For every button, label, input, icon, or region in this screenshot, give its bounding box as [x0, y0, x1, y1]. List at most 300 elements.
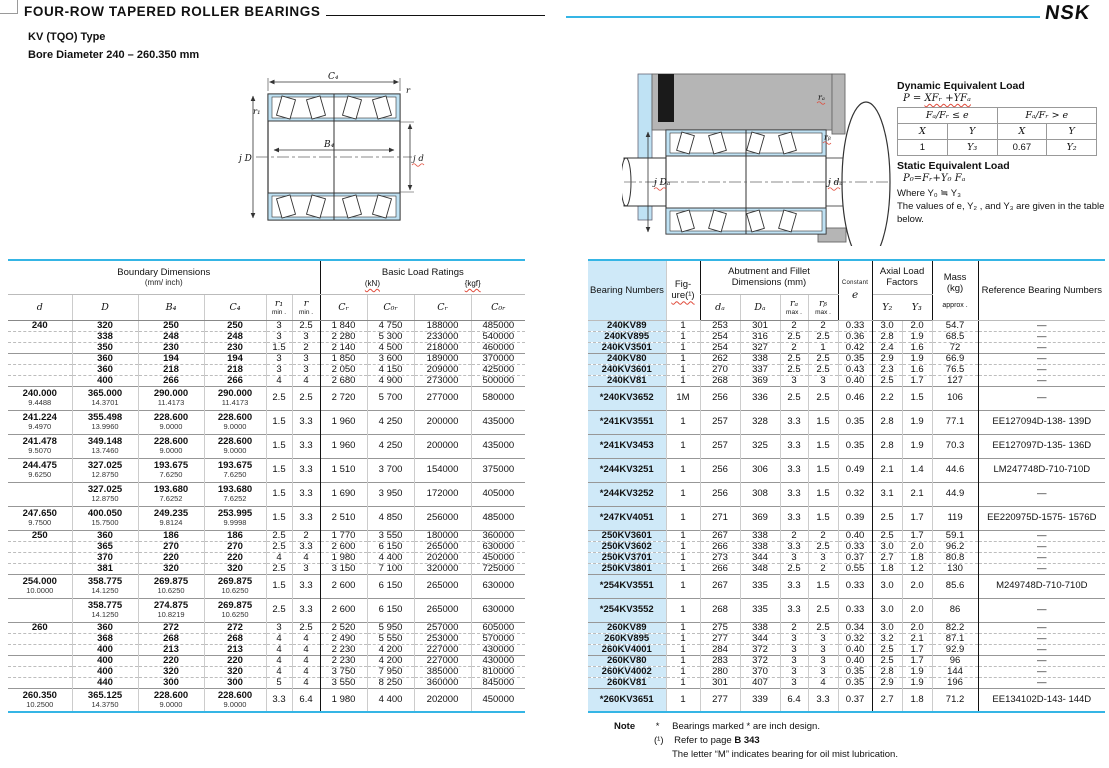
- table-cell: 4: [292, 666, 320, 677]
- table-cell: 5 300: [367, 331, 414, 342]
- table-cell: 254.000 10.0000: [8, 574, 72, 598]
- table-cell: 260KV81: [588, 677, 666, 688]
- table-cell: 2: [780, 530, 808, 541]
- table-cell: 1 980: [320, 552, 367, 563]
- table-cell: 2.5: [808, 622, 838, 633]
- table-cell: 213: [204, 644, 266, 655]
- table-cell: 605000: [471, 622, 525, 633]
- table-cell: 3.3: [292, 410, 320, 434]
- table-cell: 2.5: [780, 386, 808, 410]
- table-cell: M249748D-710-710D: [978, 574, 1105, 598]
- table-cell: 2: [292, 342, 320, 353]
- table-cell: —: [978, 633, 1105, 644]
- table-cell: 1 850: [320, 353, 367, 364]
- col-ra-max: rₐ max .: [780, 294, 808, 320]
- table-cell: 450000: [471, 688, 525, 712]
- note-page-ref: B 343: [734, 735, 760, 746]
- table-cell: 2.5: [808, 598, 838, 622]
- col-d: d: [8, 294, 72, 320]
- table-cell: 348: [740, 563, 780, 574]
- table-cell: 5 700: [367, 386, 414, 410]
- table-cell: 186: [138, 530, 204, 541]
- table-cell: 3.3: [808, 688, 838, 712]
- col-c0r-kgf: C₀ᵣ: [471, 294, 525, 320]
- table-cell: —: [978, 598, 1105, 622]
- table-cell: 2: [808, 563, 838, 574]
- table-cell: 0.35: [838, 677, 872, 688]
- table-cell: EE127094D-138- 139D: [978, 410, 1105, 434]
- table-cell: 3: [808, 552, 838, 563]
- table-cell: 360000: [471, 530, 525, 541]
- table-cell: *254KV3551: [588, 574, 666, 598]
- table-cell: —: [978, 530, 1105, 541]
- table-cell: 1: [666, 364, 700, 375]
- table-cell: 92.9: [932, 644, 978, 655]
- table-cell: 0.32: [838, 633, 872, 644]
- table-cell: 244.475 9.6250: [8, 458, 72, 482]
- dim-label-outer-diameter: j D: [239, 154, 252, 164]
- table-row: [588, 622, 1105, 633]
- table-cell: 240KV81: [588, 375, 666, 386]
- table-cell: 1: [666, 331, 700, 342]
- table-cell: 845000: [471, 677, 525, 688]
- table-cell: 1.5: [808, 458, 838, 482]
- table-cell: 2.5: [292, 386, 320, 410]
- table-row: [588, 506, 1105, 530]
- table-cell: 338: [740, 622, 780, 633]
- table-cell: 320: [138, 563, 204, 574]
- table-cell: 106: [932, 386, 978, 410]
- table-cell: 320: [204, 563, 266, 574]
- table-cell: 2.0: [902, 574, 932, 598]
- table-cell: 328: [740, 410, 780, 434]
- table-cell: 273000: [414, 375, 471, 386]
- table-cell: 460000: [471, 342, 525, 353]
- table-cell: 87.1: [932, 633, 978, 644]
- table-cell: —: [978, 482, 1105, 506]
- table-row: [588, 541, 1105, 552]
- table-cell: 270: [138, 541, 204, 552]
- table-cell: 370: [72, 552, 138, 563]
- table-row: [588, 410, 1105, 434]
- table-cell: [8, 666, 72, 677]
- table-cell: 2.9: [872, 677, 902, 688]
- table-cell: 266: [700, 563, 740, 574]
- table-cell: 400: [72, 666, 138, 677]
- table-row: [588, 677, 1105, 688]
- table-cell: 257: [700, 410, 740, 434]
- table-cell: 218000: [414, 342, 471, 353]
- table-cell: 1.6: [902, 364, 932, 375]
- table-cell: 3 700: [367, 458, 414, 482]
- table-cell: 2 720: [320, 386, 367, 410]
- table-cell: 277: [700, 633, 740, 644]
- table-cell: —: [978, 375, 1105, 386]
- table-cell: 630000: [471, 598, 525, 622]
- col-C4: C₄: [204, 294, 266, 320]
- table-cell: [8, 375, 72, 386]
- table-row: [588, 386, 1105, 410]
- table-cell: 3: [780, 677, 808, 688]
- table-cell: —: [978, 677, 1105, 688]
- table-cell: 370: [740, 666, 780, 677]
- table-cell: 1: [666, 375, 700, 386]
- table-row: [8, 574, 525, 598]
- dim-label-r: r: [406, 86, 411, 96]
- table-cell: 2.8: [872, 434, 902, 458]
- table-cell: 240.000 9.4488: [8, 386, 72, 410]
- table-cell: 241.224 9.4970: [8, 410, 72, 434]
- table-cell: 267: [700, 574, 740, 598]
- dim-label-rb: rᵦ: [824, 133, 831, 142]
- table-cell: 1.8: [902, 688, 932, 712]
- table-cell: 2.8: [872, 331, 902, 342]
- table-cell: 4 200: [367, 655, 414, 666]
- table-cell: 1: [666, 563, 700, 574]
- table-cell: 360000: [414, 677, 471, 688]
- table-cell: 3: [780, 552, 808, 563]
- table-cell: 320: [72, 320, 138, 331]
- dim-label-da: j dₐ: [828, 178, 843, 188]
- table-cell: 274.875 10.8219: [138, 598, 204, 622]
- table-cell: 327.025 12.8750: [72, 482, 138, 506]
- table-cell: 256: [700, 482, 740, 506]
- table-row: [8, 622, 525, 633]
- table-cell: 360: [72, 622, 138, 633]
- table-cell: 2: [780, 342, 808, 353]
- table-cell: 3.1: [872, 482, 902, 506]
- table-cell: 4: [266, 633, 292, 644]
- table-cell: 5: [266, 677, 292, 688]
- table-cell: 3: [266, 353, 292, 364]
- table-cell: 267: [700, 530, 740, 541]
- dim-label-bore-diameter: j d: [413, 154, 424, 164]
- table-cell: 320: [204, 666, 266, 677]
- table-cell: 1.9: [902, 666, 932, 677]
- table-cell: 2.7: [872, 688, 902, 712]
- table-row: [588, 342, 1105, 353]
- table-cell: 1 510: [320, 458, 367, 482]
- table-row: [588, 563, 1105, 574]
- table-cell: 4 150: [367, 364, 414, 375]
- title-rule: [326, 15, 545, 16]
- table-cell: 2: [780, 320, 808, 331]
- table-row: [8, 644, 525, 655]
- table-cell: 4: [292, 552, 320, 563]
- table-cell: 3.3: [780, 506, 808, 530]
- table-cell: EE134102D-143- 144D: [978, 688, 1105, 712]
- table-cell: 1.2: [902, 563, 932, 574]
- table-cell: 3.3: [292, 434, 320, 458]
- table-cell: 194: [204, 353, 266, 364]
- table-cell: 810000: [471, 666, 525, 677]
- table-cell: 4: [266, 655, 292, 666]
- table-cell: 1: [666, 320, 700, 331]
- table-cell: 4: [808, 677, 838, 688]
- table-cell: 194: [138, 353, 204, 364]
- table-cell: 127: [932, 375, 978, 386]
- table-cell: 6 150: [367, 598, 414, 622]
- table-row: [8, 375, 525, 386]
- table-cell: 277000: [414, 386, 471, 410]
- table-cell: 1.5: [266, 506, 292, 530]
- table-cell: 3: [292, 353, 320, 364]
- dynamic-load-formula: P = XFᵣ +YFₐ: [903, 93, 971, 104]
- table-cell: 3.3: [292, 598, 320, 622]
- dim-label-b4: B₄: [324, 140, 335, 150]
- table-cell: —: [978, 364, 1105, 375]
- table-cell: 202000: [414, 552, 471, 563]
- table-cell: 1.5: [266, 410, 292, 434]
- table-row: [8, 458, 525, 482]
- mass-header: Mass (kg) approx .: [932, 260, 978, 320]
- table-cell: 3: [780, 666, 808, 677]
- table-cell: 0.35: [838, 434, 872, 458]
- table-cell: 1.5: [266, 482, 292, 506]
- table-cell: 425000: [471, 364, 525, 375]
- table-cell: 1.5: [808, 574, 838, 598]
- table-cell: 0.33: [838, 320, 872, 331]
- table-cell: 2 490: [320, 633, 367, 644]
- table-cell: 254: [700, 342, 740, 353]
- table-cell: 355.498 13.9960: [72, 410, 138, 434]
- table-cell: *254KV3552: [588, 598, 666, 622]
- table-cell: 3: [780, 375, 808, 386]
- table-cell: 266: [204, 375, 266, 386]
- table-cell: 248: [204, 331, 266, 342]
- table-cell: 1: [666, 633, 700, 644]
- table-cell: 0.34: [838, 622, 872, 633]
- table-cell: 338: [740, 530, 780, 541]
- table-cell: 193.680 7.6252: [138, 482, 204, 506]
- table-cell: 725000: [471, 563, 525, 574]
- table-cell: 0.36: [838, 331, 872, 342]
- table-cell: 2 600: [320, 574, 367, 598]
- table-cell: 269.875 10.6250: [204, 574, 266, 598]
- table-cell: 4 200: [367, 644, 414, 655]
- col-rb-max: rᵦ max .: [808, 294, 838, 320]
- table-cell: 7 950: [367, 666, 414, 677]
- table-cell: [8, 655, 72, 666]
- table-cell: 2.5: [266, 563, 292, 574]
- table-cell: 4: [292, 644, 320, 655]
- table-cell: 3 600: [367, 353, 414, 364]
- col-B4: B₄: [138, 294, 204, 320]
- table-cell: 350: [72, 342, 138, 353]
- table-cell: 2.5: [780, 364, 808, 375]
- table-cell: 368: [72, 633, 138, 644]
- table-cell: 1 960: [320, 410, 367, 434]
- table-row: [8, 434, 525, 458]
- table-cell: 1.5: [266, 458, 292, 482]
- table-row: [8, 598, 525, 622]
- table-cell: 440: [72, 677, 138, 688]
- boundary-dimensions-table-wrap: [8, 259, 525, 713]
- table-cell: 2 230: [320, 644, 367, 655]
- table-cell: 2 280: [320, 331, 367, 342]
- table-cell: 4 850: [367, 506, 414, 530]
- table-cell: 260KV895: [588, 633, 666, 644]
- table-row: [8, 482, 525, 506]
- table-cell: 220: [138, 655, 204, 666]
- table-cell: 365.000 14.3701: [72, 386, 138, 410]
- table-cell: 2.0: [902, 541, 932, 552]
- table-cell: 3 150: [320, 563, 367, 574]
- table-cell: 260KV4001: [588, 644, 666, 655]
- table-cell: 360: [72, 353, 138, 364]
- table-cell: 260KV80: [588, 655, 666, 666]
- table-cell: 358.775 14.1250: [72, 574, 138, 598]
- bearing-section-diagram: [238, 70, 428, 242]
- table-cell: 2.5: [266, 541, 292, 552]
- table-cell: 77.1: [932, 410, 978, 434]
- table-row: [588, 458, 1105, 482]
- dim-label-ra: rₐ: [818, 93, 825, 102]
- note-line1: Bearings marked * are inch design.: [672, 721, 820, 732]
- table-cell: 2 680: [320, 375, 367, 386]
- table-reference-text: The values of e, Y₂ , and Y₃ are given in the table below.: [897, 201, 1105, 225]
- table-cell: 1M: [666, 386, 700, 410]
- table-cell: 4: [292, 677, 320, 688]
- table-cell: 2.8: [872, 666, 902, 677]
- table-cell: 273: [700, 552, 740, 563]
- table-cell: 540000: [471, 331, 525, 342]
- table-cell: 301: [700, 677, 740, 688]
- table-cell: [8, 677, 72, 688]
- table-cell: 1.9: [902, 331, 932, 342]
- table-cell: 1.9: [902, 410, 932, 434]
- table-cell: [8, 552, 72, 563]
- table-cell: 6 150: [367, 574, 414, 598]
- table-cell: 1: [666, 677, 700, 688]
- static-load-title: Static Equivalent Load: [897, 160, 1010, 172]
- table-cell: 1.9: [902, 677, 932, 688]
- bearing-numbers-header: Bearing Numbers: [588, 260, 666, 320]
- table-row: [588, 688, 1105, 712]
- table-cell: 2.9: [872, 353, 902, 364]
- table-cell: 3.0: [872, 320, 902, 331]
- table-cell: 1.9: [902, 434, 932, 458]
- nsk-logo: NSK: [1043, 2, 1092, 24]
- table-cell: 80.8: [932, 552, 978, 563]
- condition-le: Fₐ/Fᵣ ≤ e: [898, 108, 998, 124]
- table-cell: 435000: [471, 434, 525, 458]
- table-cell: 0.40: [838, 655, 872, 666]
- table-cell: 1: [808, 342, 838, 353]
- table-cell: [8, 342, 72, 353]
- table-cell: 0.33: [838, 598, 872, 622]
- table-row: [588, 633, 1105, 644]
- col-cr-kgf: Cᵣ: [414, 294, 471, 320]
- table-cell: 1: [666, 434, 700, 458]
- table-cell: 1.5: [266, 342, 292, 353]
- table-cell: 240: [31, 320, 48, 331]
- table-cell: 3.3: [780, 541, 808, 552]
- table-cell: 290.000 11.4173: [138, 386, 204, 410]
- table-cell: 360: [72, 364, 138, 375]
- table-cell: *247KV4051: [588, 506, 666, 530]
- unit-kn: (kN): [364, 278, 380, 288]
- col-da: dₐ: [700, 294, 740, 320]
- table-cell: 269.875 10.6250: [138, 574, 204, 598]
- table-row: [588, 353, 1105, 364]
- table-cell: 269.875 10.6250: [204, 598, 266, 622]
- table-cell: 0.35: [838, 353, 872, 364]
- table-cell: 1 770: [320, 530, 367, 541]
- table-cell: 257: [700, 434, 740, 458]
- table-cell: 2.5: [872, 375, 902, 386]
- table-cell: 253: [700, 320, 740, 331]
- table-cell: 2.3: [872, 364, 902, 375]
- table-cell: 1: [666, 666, 700, 677]
- table-cell: 44.9: [932, 482, 978, 506]
- table-cell: 248: [138, 331, 204, 342]
- table-cell: 230: [138, 342, 204, 353]
- table-cell: 268: [700, 598, 740, 622]
- table-cell: 271: [700, 506, 740, 530]
- table-cell: [8, 598, 72, 622]
- footnote-mark: (¹): [654, 735, 664, 746]
- table-cell: 270: [700, 364, 740, 375]
- table-cell: 228.600 9.0000: [204, 688, 266, 712]
- table-cell: 0.39: [838, 506, 872, 530]
- table-cell: 2 050: [320, 364, 367, 375]
- table-cell: 144: [932, 666, 978, 677]
- table-cell: 381: [72, 563, 138, 574]
- table-row: [588, 320, 1105, 331]
- table-cell: 260KV89: [588, 622, 666, 633]
- table-cell: 1.8: [902, 552, 932, 563]
- table-cell: 4: [292, 375, 320, 386]
- table-cell: 2.0: [902, 598, 932, 622]
- table-cell: 2: [780, 622, 808, 633]
- table-cell: 4: [292, 655, 320, 666]
- dim-label-r1: r₁: [253, 107, 261, 117]
- table-cell: 189000: [414, 353, 471, 364]
- table-row: [8, 633, 525, 644]
- table-cell: 3 550: [367, 530, 414, 541]
- table-row: [588, 655, 1105, 666]
- table-cell: 580000: [471, 386, 525, 410]
- table-cell: 193.675 7.6250: [138, 458, 204, 482]
- table-cell: [8, 563, 72, 574]
- table-cell: 266: [138, 375, 204, 386]
- table-cell: 193.680 7.6252: [204, 482, 266, 506]
- abutment-header: Abutment and Fillet Dimensions (mm): [700, 260, 838, 294]
- table-cell: 186: [204, 530, 266, 541]
- table-cell: 450000: [471, 552, 525, 563]
- table-cell: 250KV3701: [588, 552, 666, 563]
- table-cell: 2 520: [320, 622, 367, 633]
- table-cell: 1.5: [266, 434, 292, 458]
- table-cell: 3: [266, 331, 292, 342]
- table-cell: *260KV3651: [588, 688, 666, 712]
- table-cell: 1: [666, 598, 700, 622]
- note-line2: Refer to page: [674, 735, 735, 746]
- table-cell: 260: [8, 622, 72, 633]
- axial-load-factors-header: Axial Load Factors: [872, 260, 932, 294]
- bearing-numbers-table: [588, 259, 1105, 713]
- dim-label-Da: j Dₐ: [654, 178, 671, 188]
- table-row: [8, 666, 525, 677]
- table-cell: 2 510: [320, 506, 367, 530]
- table-cell: 2: [292, 530, 320, 541]
- table-cell: 0.46: [838, 386, 872, 410]
- table-row: [588, 644, 1105, 655]
- table-cell: 3: [780, 644, 808, 655]
- table-cell: 218: [204, 364, 266, 375]
- table-cell: 1.6: [902, 342, 932, 353]
